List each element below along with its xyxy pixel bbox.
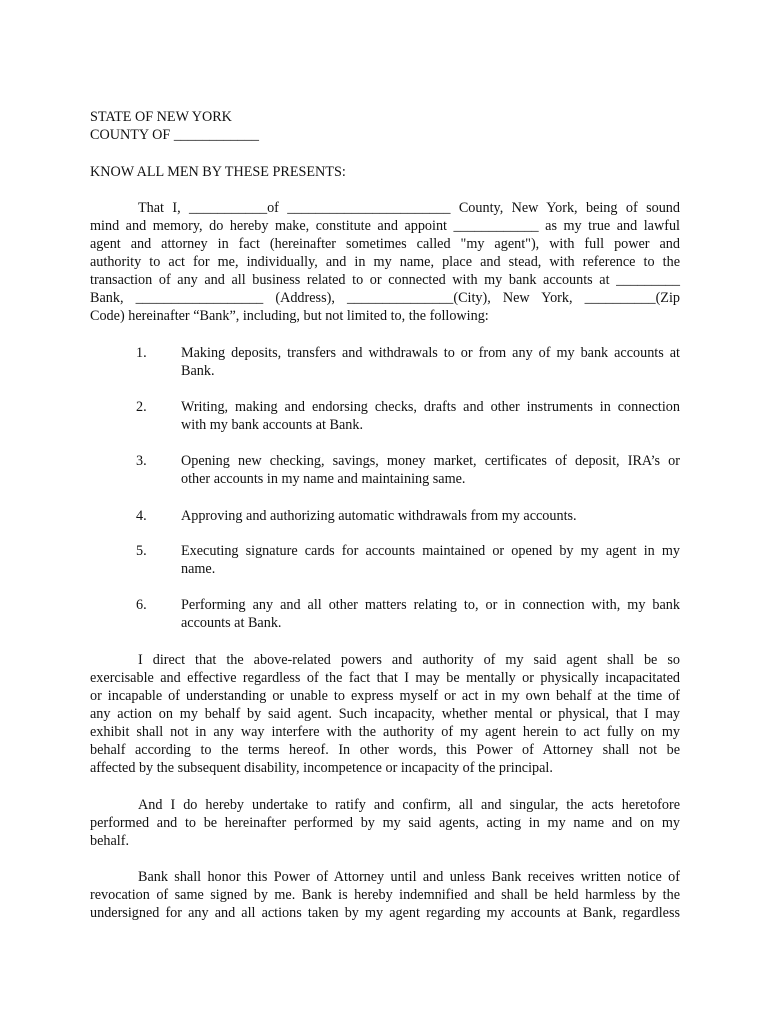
ratify-paragraph — [90, 796, 680, 850]
direct-line: affected by the subsequent disability, incompetence or incapacity of the principal. — [90, 760, 553, 776]
ratify-line: performed and to be hereinafter performed by my said agents, acting in my name and on my — [90, 815, 680, 831]
list-item-line: with my bank accounts at Bank. — [181, 417, 364, 433]
list-item-number: 2. — [136, 399, 147, 415]
incapacity-paragraph — [90, 651, 680, 777]
intro-line: agent and attorney in fact (hereinafter sometimes called "my agent"), with full power and — [90, 236, 680, 252]
list-item-line: Executing signature cards for accounts maintained or opened by my agent in my — [181, 543, 680, 559]
list-item-line: Approving and authorizing automatic withdrawals from my accounts. — [181, 508, 577, 524]
honor-paragraph — [90, 868, 680, 922]
list-item-number: 3. — [136, 453, 147, 469]
intro-line: Code) hereinafter “Bank”, including, but not limited to, the following: — [90, 308, 489, 324]
list-item-line: Writing, making and endorsing checks, drafts and other instruments in connection — [181, 399, 680, 415]
venue-header — [90, 108, 259, 144]
direct-line: behalf according to the terms hereof. In other words, this Power of Attorney shall not be — [90, 742, 680, 758]
intro-line: Bank, __________________ (Address), _______________(City), New York, __________(Zip — [90, 290, 680, 306]
direct-line: I direct that the above-related powers and authority of my said agent shall be so — [138, 652, 680, 668]
list-item-line: name. — [181, 561, 216, 577]
direct-line: or incapable of understanding or unable to express myself or act in my own behalf at the time of — [90, 688, 680, 704]
intro-line: transaction of any and all business related to or connected with my bank accounts at _________ — [90, 272, 680, 288]
county-line: COUNTY OF ____________ — [90, 127, 259, 143]
list-item-line: other accounts in my name and maintaining same. — [181, 471, 466, 487]
honor-line: Bank shall honor this Power of Attorney until and unless Bank receives written notice of — [138, 869, 680, 885]
list-item-line: Bank. — [181, 363, 215, 379]
direct-line: any action on my behalf by said agent. Such incapacity, whether mental or physical, that I may — [90, 706, 680, 722]
intro-line: authority to act for me, individually, and in my name, place and stead, with reference to the — [90, 254, 680, 270]
intro-line: That I, ___________of _______________________ County, New York, being of sound — [138, 200, 680, 216]
ratify-line: And I do hereby undertake to ratify and confirm, all and singular, the acts heretofore — [138, 797, 680, 813]
list-item-line: Making deposits, transfers and withdrawals to or from any of my bank accounts at — [181, 345, 680, 361]
list-item-line: accounts at Bank. — [181, 615, 282, 631]
list-item-number: 5. — [136, 543, 147, 559]
list-item-number: 6. — [136, 597, 147, 613]
ratify-line: behalf. — [90, 833, 129, 849]
direct-line: exhibit shall not in any way interfere with the authority of my agent herein to act fully on my — [90, 724, 680, 740]
know-all-men-heading: KNOW ALL MEN BY THESE PRESENTS: — [90, 164, 346, 180]
list-item-number: 1. — [136, 345, 147, 361]
list-item-line: Opening new checking, savings, money market, certificates of deposit, IRA’s or — [181, 453, 680, 469]
list-item-line: Performing any and all other matters relating to, or in connection with, my bank — [181, 597, 680, 613]
intro-paragraph — [90, 199, 680, 325]
state-line: STATE OF NEW YORK — [90, 109, 232, 125]
intro-line: mind and memory, do hereby make, constitute and appoint ____________ as my true and lawful — [90, 218, 680, 234]
list-item-number: 4. — [136, 508, 147, 524]
honor-line: revocation of same signed by me. Bank is hereby indemnified and shall be held harmless by the — [90, 887, 680, 903]
honor-line: undersigned for any and all actions taken by my agent regarding my accounts at Bank, regardless — [90, 905, 680, 921]
direct-line: exercisable and effective regardless of the fact that I may be mentally or physically incapacitated — [90, 670, 680, 686]
